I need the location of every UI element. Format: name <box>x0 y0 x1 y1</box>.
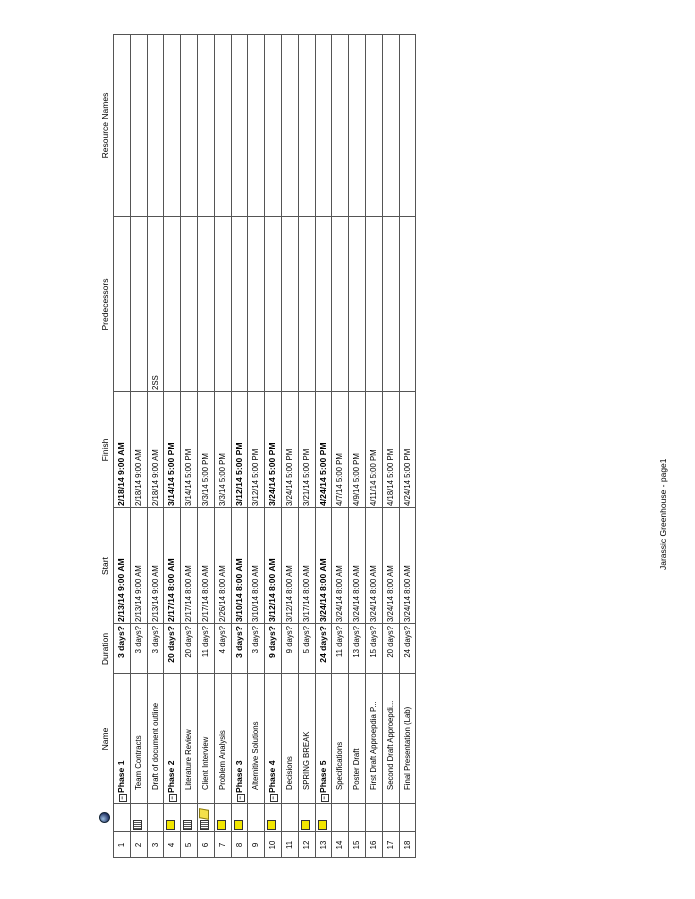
task-finish: 4/24/14 5:00 PM <box>317 442 328 506</box>
task-resources <box>131 34 147 217</box>
task-resources <box>299 34 315 217</box>
task-id: 12 <box>301 840 311 850</box>
task-duration: 3 days? <box>116 626 126 659</box>
task-name <box>400 674 416 804</box>
task-name-text: Second Draft Approepdi... <box>385 700 395 790</box>
task-duration: 3 days? <box>251 626 261 654</box>
task-resources <box>198 34 214 217</box>
task-id: 7 <box>217 842 227 848</box>
task-name-text: Phase 3 <box>233 760 244 793</box>
indicator-cell <box>299 804 315 832</box>
task-box-icon <box>267 820 276 830</box>
task-start: 3/12/14 8:00 AM <box>285 565 294 622</box>
table-row[interactable] <box>281 34 298 858</box>
task-id: 2 <box>133 842 143 848</box>
task-start: 3/12/14 8:00 AM <box>267 558 278 622</box>
table-row[interactable] <box>214 34 231 858</box>
task-id: 6 <box>201 842 210 848</box>
note-icon <box>199 808 209 820</box>
task-name-text: Problem Analysis <box>217 730 227 790</box>
task-predecessors <box>181 217 197 392</box>
table-row[interactable] <box>163 34 180 858</box>
header-finish: Finish <box>100 438 110 462</box>
column-divider <box>113 507 415 508</box>
task-start: 3/10/14 8:00 AM <box>233 558 244 622</box>
task-duration: 3 days? <box>133 626 143 654</box>
task-name-text: Literature Review <box>184 729 194 790</box>
task-predecessors <box>232 217 248 392</box>
indicator-cell <box>131 804 147 832</box>
task-name <box>316 674 332 804</box>
column-divider <box>113 391 415 392</box>
task-resources <box>148 34 164 217</box>
task-start: 3/24/14 8:00 AM <box>335 565 345 622</box>
task-name <box>265 674 281 804</box>
task-predecessors <box>215 217 231 392</box>
task-predecessors <box>366 217 382 392</box>
indicator-cell <box>248 804 264 832</box>
task-start: 3/24/14 8:00 AM <box>317 558 328 622</box>
task-duration: 20 days? <box>385 626 395 658</box>
table-row[interactable] <box>180 34 197 858</box>
indicator-cell <box>215 804 231 832</box>
task-name-text: Draft of document outline <box>150 702 160 790</box>
task-start: 2/17/14 8:00 AM <box>201 565 210 622</box>
task-resources <box>332 34 348 217</box>
indicator-cell <box>366 804 382 832</box>
task-name <box>248 674 264 804</box>
task-box-icon <box>318 820 327 830</box>
indicator-cell <box>148 804 164 832</box>
header-predecessors: Predecessors <box>100 278 110 331</box>
task-finish: 4/7/14 5:00 PM <box>335 453 345 506</box>
task-start: 2/13/14 9:00 AM <box>133 565 143 622</box>
task-predecessors <box>114 217 130 392</box>
task-predecessors <box>400 217 416 392</box>
task-finish: 4/9/14 5:00 PM <box>352 453 362 506</box>
task-id: 3 <box>150 842 160 848</box>
task-id: 11 <box>285 840 294 850</box>
task-name <box>181 674 197 804</box>
task-predecessors <box>164 217 180 392</box>
task-start: 2/26/14 8:00 AM <box>217 565 227 622</box>
table-row[interactable] <box>247 34 264 858</box>
task-name <box>164 674 180 804</box>
column-divider <box>113 803 415 804</box>
task-duration: 20 days? <box>166 626 177 663</box>
task-duration: 11 days? <box>335 626 345 658</box>
task-duration: 11 days? <box>201 626 210 658</box>
task-name <box>215 674 231 804</box>
task-start: 3/17/14 8:00 AM <box>301 565 311 622</box>
task-resources <box>265 34 281 217</box>
task-box-icon <box>200 820 209 830</box>
task-name-text: Alternitive Solutions <box>251 721 261 790</box>
collapse-icon[interactable]: − <box>270 794 278 802</box>
task-finish: 4/24/14 5:00 PM <box>402 448 412 506</box>
table-row[interactable] <box>231 34 248 858</box>
task-resources <box>349 34 365 217</box>
column-divider <box>113 673 415 674</box>
task-predecessors: 2SS <box>150 375 160 390</box>
column-divider <box>113 216 415 217</box>
task-duration: 24 days? <box>317 626 328 663</box>
task-resources <box>400 34 416 217</box>
task-predecessors <box>349 217 365 392</box>
indicator-cell <box>164 804 180 832</box>
task-id: 5 <box>184 842 194 848</box>
task-finish: 4/18/14 5:00 PM <box>385 448 395 506</box>
info-icon <box>99 813 110 824</box>
header-start: Start <box>100 557 110 575</box>
collapse-icon[interactable]: − <box>119 794 127 802</box>
table-row[interactable] <box>130 34 147 858</box>
collapse-icon[interactable]: − <box>169 794 177 802</box>
task-resources <box>232 34 248 217</box>
task-finish: 3/24/14 5:00 PM <box>267 442 278 506</box>
task-id: 18 <box>402 840 412 850</box>
column-divider <box>113 34 415 35</box>
task-finish: 3/3/14 5:00 PM <box>201 453 210 506</box>
indicator-cell <box>383 804 399 832</box>
indicator-cell <box>114 804 130 832</box>
table-row[interactable] <box>331 34 348 858</box>
task-finish: 3/24/14 5:00 PM <box>285 448 294 506</box>
task-finish: 3/12/14 5:00 PM <box>251 448 261 506</box>
task-start: 3/24/14 8:00 AM <box>402 565 412 622</box>
task-box-icon <box>133 820 142 830</box>
task-predecessors <box>131 217 147 392</box>
task-duration: 3 days? <box>150 626 160 654</box>
task-finish: 2/18/14 9:00 AM <box>150 449 160 506</box>
task-id: 4 <box>167 842 177 848</box>
task-resources <box>316 34 332 217</box>
indicator-cell <box>282 804 298 832</box>
table-bottom-border <box>415 34 416 858</box>
task-start: 3/24/14 8:00 AM <box>385 565 395 622</box>
task-predecessors <box>198 217 214 392</box>
header-resource-names: Resource Names <box>100 92 110 159</box>
task-duration: 9 days? <box>267 626 278 659</box>
task-start: 2/13/14 9:00 AM <box>116 558 126 622</box>
table-row[interactable] <box>399 34 416 858</box>
table-row[interactable] <box>382 34 399 858</box>
task-name-text: Phase 1 <box>116 760 126 793</box>
task-finish: 4/11/14 5:00 PM <box>369 449 378 506</box>
indicator-cell <box>400 804 416 832</box>
task-resources <box>164 34 180 217</box>
task-id: 16 <box>369 840 378 850</box>
task-name-text: Final Presentation (Lab) <box>402 706 412 790</box>
table-row[interactable] <box>147 34 164 858</box>
task-id: 17 <box>385 840 395 850</box>
task-name-text: Poster Draft <box>352 748 362 790</box>
task-name <box>332 674 348 804</box>
indicator-cell <box>232 804 248 832</box>
column-divider <box>113 857 415 858</box>
task-resources <box>248 34 264 217</box>
collapse-icon[interactable]: − <box>321 794 329 802</box>
task-name-text: Decisions <box>285 756 294 790</box>
task-id: 14 <box>335 840 345 850</box>
table-row[interactable] <box>348 34 365 858</box>
task-box-icon <box>166 820 175 830</box>
collapse-icon[interactable]: − <box>237 794 245 802</box>
indicator-cell <box>316 804 332 832</box>
table-row[interactable] <box>298 34 315 858</box>
task-box-icon <box>301 820 310 830</box>
task-id: 8 <box>234 842 244 848</box>
task-box-icon <box>217 820 226 830</box>
indicator-cell <box>332 804 348 832</box>
header-id <box>57 832 113 858</box>
task-name-text: First Draft Approepdia P... <box>369 701 378 790</box>
task-id: 15 <box>352 840 362 850</box>
task-box-icon <box>234 820 243 830</box>
task-resources <box>181 34 197 217</box>
task-name <box>198 674 214 804</box>
task-start: 3/24/14 8:00 AM <box>369 565 378 622</box>
task-duration: 13 days? <box>352 626 362 658</box>
task-name <box>114 674 130 804</box>
task-name <box>349 674 365 804</box>
task-name <box>299 674 315 804</box>
task-predecessors <box>282 217 298 392</box>
task-resources <box>215 34 231 217</box>
task-start: 2/13/14 9:00 AM <box>150 565 160 622</box>
task-predecessors <box>383 217 399 392</box>
task-name-text: Phase 4 <box>267 760 278 793</box>
task-name-text: Client Interview <box>201 736 210 790</box>
task-resources <box>383 34 399 217</box>
task-resources <box>114 34 130 217</box>
task-predecessors <box>316 217 332 392</box>
task-predecessors <box>332 217 348 392</box>
task-name-text: Phase 5 <box>317 760 328 793</box>
task-id: 9 <box>251 842 261 848</box>
task-name-text: Phase 2 <box>166 760 177 793</box>
task-duration: 9 days? <box>285 626 294 654</box>
task-name <box>232 674 248 804</box>
task-name <box>383 674 399 804</box>
column-divider <box>113 623 415 624</box>
task-duration: 20 days? <box>184 626 194 658</box>
indicator-cell <box>181 804 197 832</box>
indicator-cell <box>265 804 281 832</box>
task-predecessors <box>265 217 281 392</box>
task-name <box>148 674 164 804</box>
table-row[interactable] <box>197 34 214 858</box>
task-finish: 3/21/14 5:00 PM <box>301 448 311 506</box>
task-duration: 3 days? <box>233 626 244 659</box>
task-duration: 24 days? <box>402 626 412 658</box>
task-finish: 3/3/14 5:00 PM <box>217 453 227 506</box>
task-name <box>131 674 147 804</box>
task-name-text: SPRING BREAK <box>301 731 311 790</box>
task-finish: 3/14/14 5:00 PM <box>166 442 177 506</box>
task-name-text: Team Contracts <box>133 735 143 790</box>
task-start: 3/24/14 8:00 AM <box>352 565 362 622</box>
task-resources <box>282 34 298 217</box>
task-finish: 2/18/14 9:00 AM <box>116 442 126 506</box>
task-duration: 4 days? <box>217 626 227 654</box>
task-start: 2/17/14 8:00 AM <box>184 565 194 622</box>
task-name-text: Specifications <box>335 741 345 790</box>
task-resources <box>366 34 382 217</box>
header-info <box>57 804 113 832</box>
table-row[interactable] <box>365 34 382 858</box>
table-row[interactable] <box>315 34 332 858</box>
task-finish: 3/14/14 5:00 PM <box>184 448 194 506</box>
task-start: 2/17/14 8:00 AM <box>166 558 177 622</box>
task-start: 3/10/14 8:00 AM <box>251 565 261 622</box>
footer-text: Jarassic Greenhouse - page1 <box>658 458 668 570</box>
header-name: Name <box>100 727 110 751</box>
task-box-icon <box>183 820 192 830</box>
indicator-cell <box>198 804 214 832</box>
task-table <box>57 34 412 858</box>
task-id: 10 <box>268 840 278 850</box>
task-name <box>366 674 382 804</box>
task-duration: 15 days? <box>369 626 378 658</box>
task-predecessors <box>299 217 315 392</box>
task-name <box>282 674 298 804</box>
task-finish: 2/18/14 9:00 AM <box>133 449 143 506</box>
indicator-cell <box>349 804 365 832</box>
task-id: 1 <box>117 842 126 848</box>
table-row[interactable] <box>113 34 130 858</box>
task-predecessors <box>248 217 264 392</box>
task-id: 13 <box>318 840 328 850</box>
task-finish: 3/12/14 5:00 PM <box>233 442 244 506</box>
column-divider <box>113 831 415 832</box>
header-duration: Duration <box>100 632 110 666</box>
page-footer <box>658 420 668 570</box>
task-duration: 5 days? <box>301 626 311 654</box>
table-row[interactable] <box>264 34 281 858</box>
